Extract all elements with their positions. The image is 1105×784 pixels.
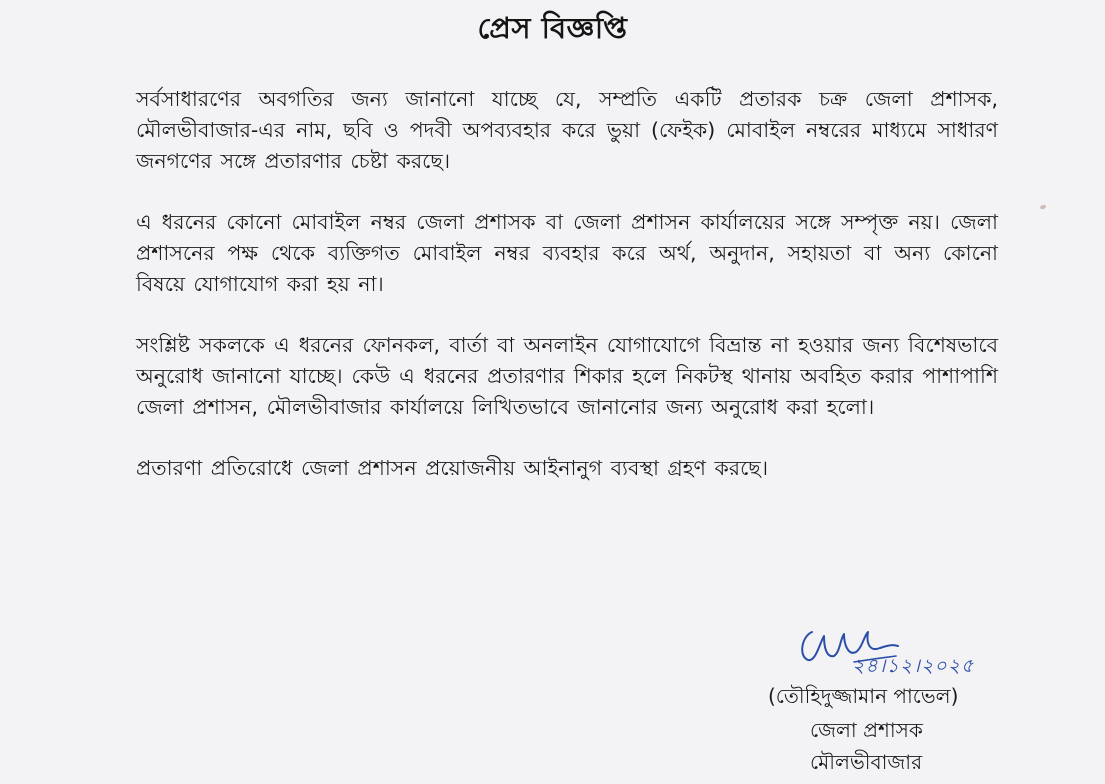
paper-speck [1039, 204, 1046, 210]
signer-designation: জেলা প্রশাসক [810, 718, 923, 742]
paragraph-4: প্রতারণা প্রতিরোধে জেলা প্রশাসন প্রয়োজনীয় আইনানুগ ব্যবস্থা গ্রহণ করছে। [136, 456, 769, 480]
signature-block [760, 622, 1060, 782]
signature-date: ২৪।১২।২০২৫ [852, 655, 975, 677]
signer-location: মৌলভীবাজার [810, 750, 923, 774]
document-body [136, 84, 998, 514]
paragraph-1: সর্বসাধারণের অবগতির জন্য জানানো যাচ্ছে যে, সম্প্রতি একটি প্রতারক চক্র জেলা প্রশাসক, মৌলভীবাজার-এর নাম, ছবি ও পদবী অপব্যবহার করে ভুয়া (ফেইক) মোবাইল নম্বরের মাধ্যমে সাধারণ জনগণের সঙ্গে প্রতারণার চেষ্টা করছে। [136, 87, 998, 173]
paragraph-2: এ ধরনের কোনো মোবাইল নম্বর জেলা প্রশাসক বা জেলা প্রশাসন কার্যালয়ের সঙ্গে সম্পৃক্ত নয়। জেলা প্রশাসনের পক্ষ থেকে ব্যক্তিগত মোবাইল নম্বর ব্যবহার করে অর্থ, অনুদান, সহায়তা বা অন্য কোনো বিষয়ে যোগাযোগ করা হয় না। [136, 210, 998, 296]
document-title: প্রেস বিজ্ঞপ্তি [477, 11, 628, 45]
signer-name: (তৌহিদুজ্জামান পাভেল) [768, 684, 959, 708]
paragraph-3: সংশ্লিষ্ট সকলকে এ ধরনের ফোনকল, বার্তা বা অনলাইন যোগাযোগে বিভ্রান্ত না হওয়ার জন্য বিশেষভাবে অনুরোধ জানানো যাচ্ছে। কেউ এ ধরনের প্রতারণার শিকার হলে নিকটস্থ থানায় অবহিত করার পাশাপাশি জেলা প্রশাসন, মৌলভীবাজার কার্যালয়ে লিখিতভাবে জানানোর জন্য অনুরোধ করা হলো। [136, 333, 998, 419]
